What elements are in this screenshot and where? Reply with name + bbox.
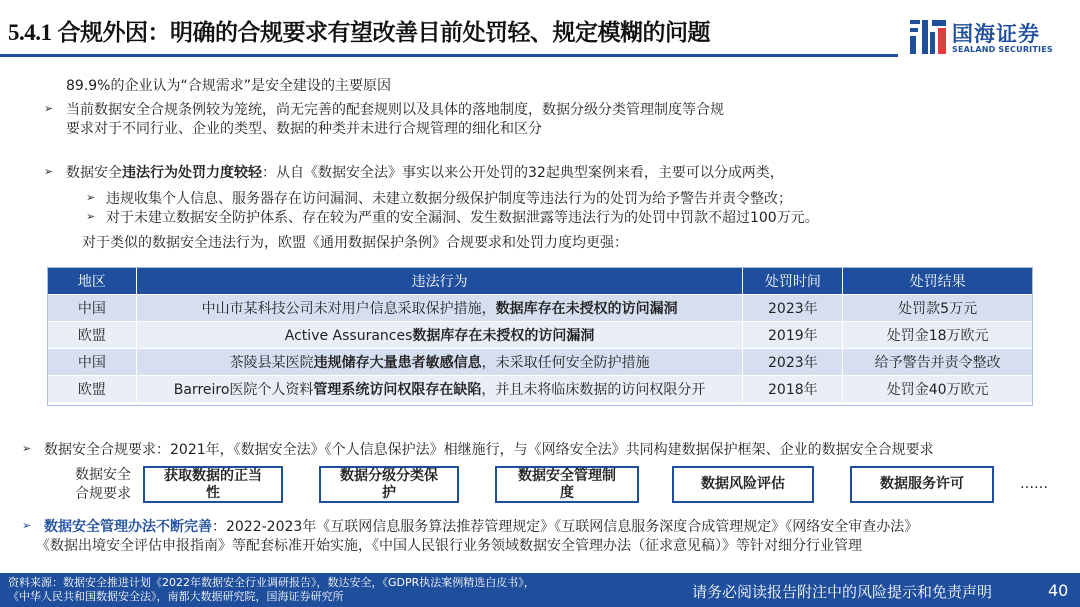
bullet-2-rest: ：从自《数据安全法》事实以来公开处罚的32起典型案例来看，主要可以分成两类，	[262, 165, 784, 181]
bullet-2-emphasis: 违法行为处罚力度较轻	[122, 165, 262, 181]
cell-time: 2023年	[743, 295, 843, 322]
policy-rest: ：2022-2023年《互联网信息服务算法推荐管理规定》《互联网信息服务深度合成管理规定》《网络安全审查办法》	[212, 519, 919, 535]
cell-region: 中国	[48, 349, 137, 376]
requirement-box: 数据服务许可	[850, 466, 994, 503]
bullet-arrow-icon: ➢	[44, 165, 54, 178]
requirement-box: 数据风险评估	[672, 466, 814, 503]
table-row	[48, 376, 1033, 403]
bullet-arrow-icon: ➢	[22, 442, 32, 455]
sealand-logo	[908, 18, 1068, 58]
title-divider	[0, 54, 898, 57]
cell-violation: 中山市某科技公司未对用户信息采取保护措施，数据库存在未授权的访问漏洞	[136, 295, 743, 322]
cell-result: 处罚金18万欧元	[843, 322, 1033, 349]
header-violation: 违法行为	[136, 268, 743, 295]
header-time: 处罚时间	[743, 268, 843, 295]
requirements-intro: 数据安全合规要求：2021年，《数据安全法》《个人信息保护法》相继施行，与《网络安全法》共同构建数据保护框架、企业的数据安全合规要求	[44, 442, 934, 458]
more-ellipsis: ……	[1020, 476, 1048, 492]
requirement-box: 数据安全管理制 度	[495, 466, 639, 503]
table-header-row	[48, 268, 1033, 295]
sub-bullet-arrow-icon: ➢	[86, 210, 96, 223]
table-row	[48, 322, 1033, 349]
policy-heading: 数据安全管理办法不断完善	[44, 519, 212, 535]
requirement-box: 数据分级分类保 护	[319, 466, 459, 503]
table-row	[48, 349, 1033, 376]
cell-region: 欧盟	[48, 376, 137, 403]
requirement-box: 获取数据的正当 性	[143, 466, 283, 503]
cell-result: 处罚款5万元	[843, 295, 1033, 322]
requirements-label: 数据安全 合规要求	[75, 467, 131, 502]
sub-bullet-1: 违规收集个人信息、服务器存在访问漏洞、未建立数据分级保护制度等违法行为的处罚为给予警告并责令整改；	[106, 191, 792, 207]
cell-violation: Barreiro医院个人资料管理系统访问权限存在缺陷，并且未将临床数据的访问权限分开	[136, 376, 743, 403]
cell-region: 欧盟	[48, 322, 137, 349]
sub-bullet-arrow-icon: ➢	[86, 191, 96, 204]
cell-time: 2018年	[743, 376, 843, 403]
page-title	[8, 14, 710, 47]
sub-bullet-2: 对于未建立数据安全防护体系、存在较为严重的安全漏洞、发生数据泄露等违法行为的处罚中罚款不超过100万元。	[106, 210, 819, 226]
cell-result: 处罚金40万欧元	[843, 376, 1033, 403]
logo-chinese-name: 国海证券	[952, 22, 1040, 46]
section-number: 5.4.1	[8, 20, 52, 45]
cell-region: 中国	[48, 295, 137, 322]
penalty-table	[47, 267, 1033, 403]
source-note: 资料来源：数据安全推进计划《2022年数据安全行业调研报告》，数达安全，《GDPR执法案例精选白皮书》， 《中华人民共和国数据安全法》，南都大数据研究院，国海证券研究所	[8, 576, 535, 603]
cell-time: 2023年	[743, 349, 843, 376]
disclaimer: 请务必阅读报告附注中的风险提示和免责声明	[692, 583, 993, 601]
cell-violation: Active Assurances数据库存在未授权的访问漏洞	[136, 322, 743, 349]
header-region: 地区	[48, 268, 137, 295]
gdpr-comparison: 对于类似的数据安全违法行为，欧盟《通用数据保护条例》合规要求和处罚力度均更强：	[82, 235, 628, 251]
bullet-arrow-icon: ➢	[22, 519, 32, 532]
bullet-1-line-1: 当前数据安全合规条例较为笼统，尚无完善的配套规则以及具体的落地制度，数据分级分类管理制度等合规	[66, 102, 724, 118]
logo-english-name: SEALAND SECURITIES	[952, 45, 1053, 54]
bullet-arrow-icon: ➢	[44, 102, 54, 115]
header-result: 处罚结果	[843, 268, 1033, 295]
sealand-logo-icon	[908, 18, 948, 56]
cell-result: 给予警告并责令整改	[843, 349, 1033, 376]
bullet-1-line-2: 要求对于不同行业、企业的类型、数据的种类并未进行合规管理的细化和区分	[66, 121, 542, 137]
bullet-2	[66, 164, 784, 182]
survey-stat: 89.9%的企业认为“合规需求”是安全建设的主要原因	[66, 78, 391, 94]
cell-time: 2019年	[743, 322, 843, 349]
title-text: 合规外因：明确的合规要求有望改善目前处罚轻、规定模糊的问题	[57, 20, 710, 46]
bullet-2-prefix: 数据安全	[66, 165, 122, 181]
policy-line-1	[44, 518, 918, 536]
table-row	[48, 295, 1033, 322]
policy-line-2: 《数据出境安全评估申报指南》等配套标准开始实施，《中国人民银行业务领域数据安全管理办法（征求意见稿）》等针对细分行业管理	[36, 538, 862, 554]
cell-violation: 茶陵县某医院违规储存大量患者敏感信息，未采取任何安全防护措施	[136, 349, 743, 376]
page-number: 40	[1048, 581, 1069, 600]
